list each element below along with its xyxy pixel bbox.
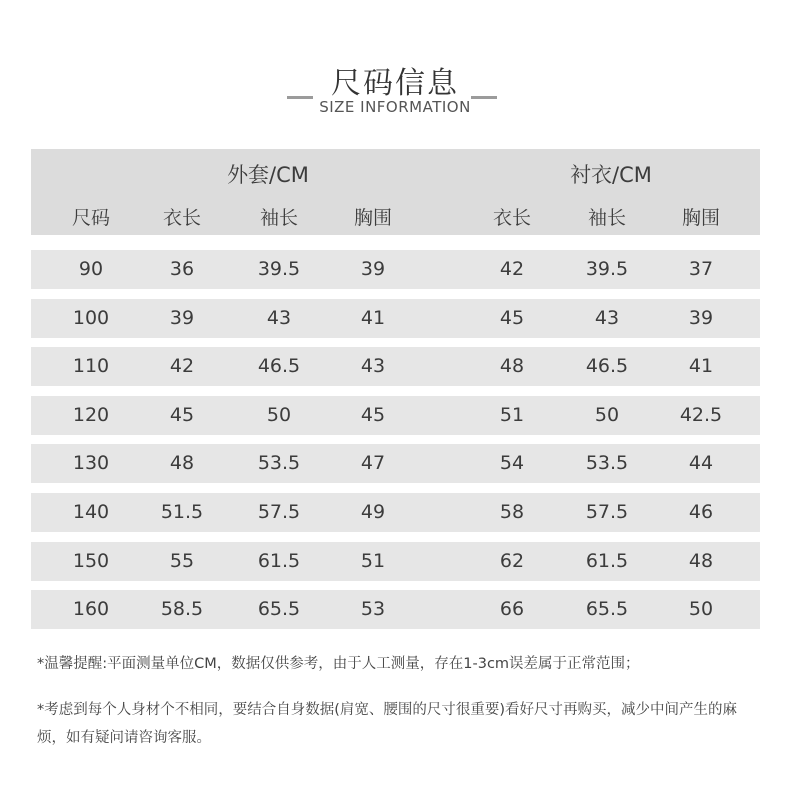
cell-jacket-sleeve: 50 [266, 403, 292, 426]
cell-shirt-sleeve: 39.5 [585, 258, 629, 280]
cell-shirt-length: 66 [499, 598, 525, 621]
cell-shirt-sleeve: 57.5 [585, 501, 629, 523]
cell-jacket-length: 51.5 [160, 501, 204, 523]
cell-jacket-sleeve: 65.5 [257, 598, 301, 621]
table-row [31, 542, 760, 581]
page-title: 尺码信息 [331, 66, 459, 101]
cell-jacket-sleeve: 57.5 [257, 501, 301, 523]
cell-shirt-sleeve: 53.5 [585, 452, 629, 475]
table-row [31, 396, 760, 435]
cell-jacket-length: 36 [169, 258, 195, 280]
page-subtitle: SIZE INFORMATION [319, 98, 471, 116]
cell-size: 150 [72, 549, 110, 572]
cell-shirt-sleeve: 61.5 [585, 549, 629, 572]
cell-shirt-sleeve: 50 [594, 403, 620, 426]
cell-shirt-sleeve: 46.5 [585, 355, 629, 378]
cell-shirt-length: 62 [499, 549, 525, 572]
col-header-size: 尺码 [71, 207, 110, 229]
col-header-shirt-length: 衣长 [492, 207, 531, 229]
cell-shirt-length: 54 [499, 452, 525, 475]
cell-jacket-length: 58.5 [160, 598, 204, 621]
note-reminder: *温馨提醒:平面测量单位CM，数据仅供参考，由于人工测量，存在1-3cm误差属于正常范围； [37, 656, 640, 672]
table-row [31, 250, 760, 289]
cell-jacket-chest: 43 [360, 355, 386, 378]
cell-shirt-chest: 42.5 [679, 403, 723, 426]
cell-shirt-chest: 46 [688, 501, 714, 523]
table-row [31, 590, 760, 629]
cell-size: 140 [72, 501, 110, 523]
cell-jacket-chest: 39 [360, 258, 386, 280]
cell-jacket-chest: 51 [360, 549, 386, 572]
table-row [31, 444, 760, 483]
cell-shirt-chest: 50 [688, 598, 714, 621]
col-header-jacket-chest: 胸围 [353, 207, 392, 229]
group-header-shirt: 衬衣/CM [570, 163, 652, 187]
cell-jacket-chest: 53 [360, 598, 386, 621]
cell-size: 120 [72, 403, 110, 426]
cell-size: 130 [72, 452, 110, 475]
table-row [31, 347, 760, 386]
cell-jacket-sleeve: 39.5 [257, 258, 301, 280]
cell-jacket-chest: 41 [360, 306, 386, 329]
cell-jacket-length: 55 [169, 549, 195, 572]
cell-jacket-sleeve: 43 [266, 306, 292, 329]
cell-size: 160 [72, 598, 110, 621]
cell-shirt-length: 48 [499, 355, 525, 378]
cell-jacket-length: 39 [169, 306, 195, 329]
cell-jacket-chest: 47 [360, 452, 386, 475]
cell-shirt-sleeve: 65.5 [585, 598, 629, 621]
col-header-jacket-length: 衣长 [162, 207, 201, 229]
table-header [31, 149, 760, 235]
cell-shirt-chest: 44 [688, 452, 714, 475]
cell-jacket-length: 45 [169, 403, 195, 426]
page-title-wrap [0, 58, 790, 102]
cell-shirt-length: 45 [499, 306, 525, 329]
col-header-jacket-sleeve: 袖长 [259, 207, 298, 229]
cell-shirt-chest: 39 [688, 306, 714, 329]
cell-jacket-sleeve: 46.5 [257, 355, 301, 378]
cell-jacket-chest: 45 [360, 403, 386, 426]
cell-shirt-chest: 37 [688, 258, 714, 280]
col-header-shirt-sleeve: 袖长 [587, 207, 626, 229]
cell-shirt-chest: 48 [688, 549, 714, 572]
table-row [31, 299, 760, 338]
cell-size: 100 [72, 306, 110, 329]
group-header-jacket: 外套/CM [227, 163, 309, 187]
note-advice: *考虑到每个人身材个不相同，要结合自身数据(肩宽、腰围的尺寸很重要)看好尺寸再购买，减少中间产生的麻烦，如有疑问请咨询客服。 [37, 702, 738, 746]
col-header-shirt-chest: 胸围 [681, 207, 720, 229]
cell-shirt-sleeve: 43 [594, 306, 620, 329]
cell-shirt-chest: 41 [688, 355, 714, 378]
cell-jacket-sleeve: 61.5 [257, 549, 301, 572]
table-row [31, 493, 760, 532]
cell-jacket-sleeve: 53.5 [257, 452, 301, 475]
cell-shirt-length: 51 [499, 403, 525, 426]
cell-jacket-length: 48 [169, 452, 195, 475]
cell-jacket-length: 42 [169, 355, 195, 378]
cell-size: 90 [78, 258, 104, 280]
cell-size: 110 [72, 355, 110, 378]
cell-shirt-length: 58 [499, 501, 525, 523]
cell-shirt-length: 42 [499, 258, 525, 280]
cell-jacket-chest: 49 [360, 501, 386, 523]
